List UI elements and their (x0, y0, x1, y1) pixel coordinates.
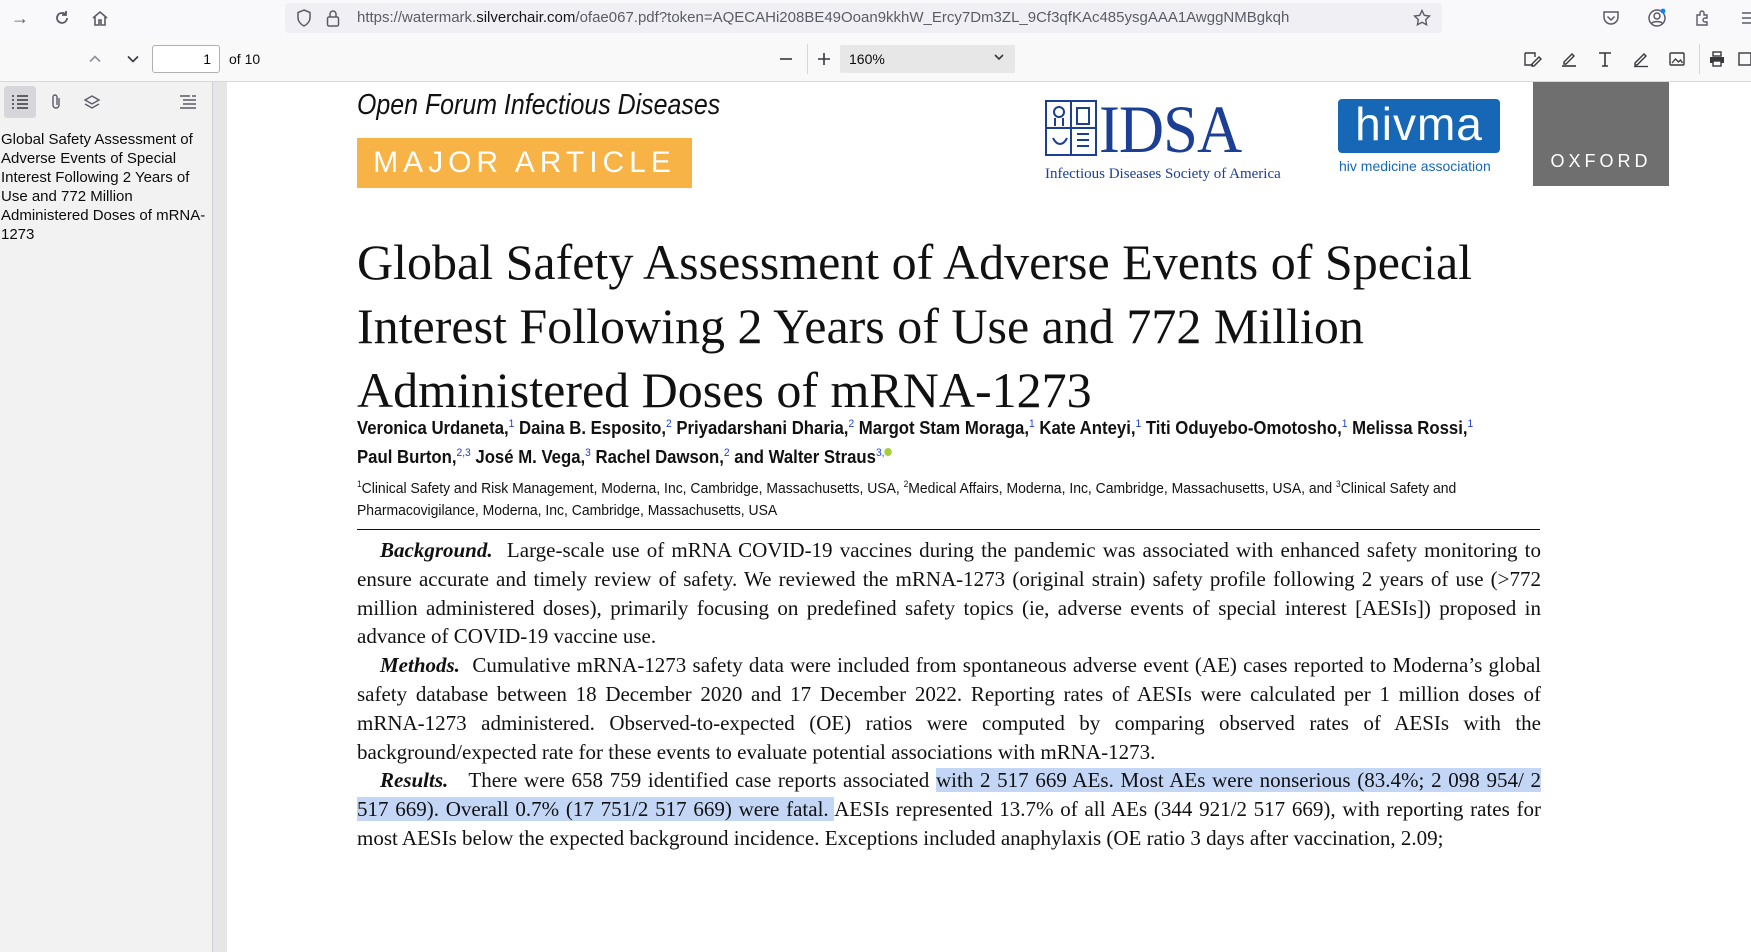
sidebar-resizer[interactable] (213, 82, 227, 952)
pdf-page (227, 82, 1751, 952)
sidebar-toolbar (0, 82, 213, 122)
toolbar-divider (807, 44, 808, 74)
home-icon[interactable] (86, 4, 114, 32)
print-icon[interactable] (1703, 45, 1731, 73)
pocket-icon[interactable] (1597, 4, 1625, 32)
orcid-icon[interactable] (885, 448, 892, 456)
forward-arrow-icon[interactable]: → (11, 7, 29, 28)
abstract-results: Results. There were 658 759 identified case reports associated with 2 517 669 AEs. Most AEs were nonserious (83.4%; 2 098 954/ 2 517 669). Overall 0.7% (17 751/2 517 669) were fatal. AESIs represented 13.7% of all AEs (344 921/2 517 669), with reporting rates for most AESIs below the expected background incidence. Exceptions included anaphylaxis (OE ratio 3 days after vaccination, 2.09; (357, 768, 1542, 850)
previous-page-chevron-up-icon[interactable] (81, 45, 109, 73)
text-tool-icon[interactable] (1591, 45, 1619, 73)
idsa-logo (1045, 91, 1325, 188)
image-icon[interactable] (1663, 45, 1691, 73)
draw-pen-icon[interactable] (1627, 45, 1655, 73)
pdf-toolbar (0, 36, 1751, 82)
signature-icon[interactable] (1519, 45, 1547, 73)
shield-icon[interactable] (294, 8, 314, 28)
bookmark-star-icon[interactable] (1412, 8, 1432, 28)
layers-icon[interactable] (76, 86, 108, 118)
url-text[interactable]: https://watermark.silverchair.com/ofae067.pdf?token=AQECAHi208BE49Ooan9kkhW_Ercy7Dm3ZL_9Cf3qfKAc485ysgAAA1AwggNMBgkqh (357, 9, 1290, 26)
outline-view-icon[interactable] (4, 86, 36, 118)
page-number-input[interactable]: 1 (152, 45, 220, 73)
article-title: Global Safety Assessment of Adverse Events of Special Interest Following 2 Years of Use and 772 Million Administered Doses of mRNA-1273 (357, 234, 1473, 418)
extensions-icon[interactable] (1689, 4, 1717, 32)
pdf-viewport[interactable] (227, 82, 1751, 952)
highlight-icon[interactable] (1555, 45, 1583, 73)
abstract (357, 536, 1541, 853)
hivma-tagline: hiv medicine association (1339, 158, 1491, 174)
account-icon[interactable] (1643, 4, 1671, 32)
journal-name: Open Forum Infectious Diseases (357, 89, 721, 121)
outline-item[interactable]: Global Safety Assessment of Adverse Events of Special Interest Following 2 Years of Use and 772 Million Administered Doses of mRNA-1273 (1, 131, 206, 243)
oxford-logo: OXFORD (1533, 82, 1669, 186)
browser-toolbar (0, 0, 1751, 36)
next-page-chevron-down-icon[interactable] (119, 45, 147, 73)
article-type-banner: MAJOR ARTICLE (357, 138, 692, 188)
overflow-menu-icon[interactable] (1737, 45, 1751, 73)
zoom-in-plus-icon[interactable] (810, 45, 838, 73)
text-selection-highlight[interactable]: with 2 517 669 AEs. Most AEs were nonserious (83.4%; 2 098 954/ 2 517 669). Overall 0.7% (17 751/2 517 669) were fatal. (357, 768, 1542, 822)
current-outline-item-icon[interactable] (172, 86, 204, 118)
hivma-logo: hivma (1338, 99, 1500, 153)
reload-icon[interactable] (48, 4, 76, 32)
lock-icon[interactable] (323, 8, 343, 28)
idsa-wordmark: IDSA (1099, 91, 1242, 167)
attachments-paperclip-icon[interactable] (40, 86, 72, 118)
abstract-background: Background. Large-scale use of mRNA COVID-19 vaccines during the pandemic was associated with enhanced safety monitoring to ensure accurate and timely review of safety. We reviewed the mRNA-1273 (original strain) safety profile following 2 years of use (>772 million administered doses), primarily focusing on predefined safety topics (ie, adverse events of special interest [AESIs]) proposed in advance of COVID-19 vaccine use. (357, 538, 1542, 649)
affiliations: $^1$Clinical Safety and Risk Management, Moderna, Inc, Cambridge, Massachusetts, USA, $^2$Medical Affairs, Moderna, Inc, Cambridge, Massachusetts, USA, and $^3$Clinical Safety and Pharmacovigilance, Moderna, Inc, Cambridge, Massachusetts, USA (357, 479, 1457, 519)
zoom-select[interactable] (840, 45, 1015, 73)
page-count: of 10 (229, 51, 261, 67)
url-field[interactable] (285, 3, 1442, 33)
idsa-tagline: Infectious Diseases Society of America (1045, 166, 1281, 182)
idsa-emblem-icon (1045, 100, 1097, 156)
chevron-down-icon (993, 45, 1005, 73)
author-list: Veronica Urdaneta,$^1$ Daina B. Esposito,$^2$ Priyadarshani Dharia,$^2$ Margot Stam Moraga,$^1$ Kate Anteyi,$^1$ Titi Oduyebo-Omotosho,$^1$ Melissa Rossi,$^1$ Paul Burton,$^{2,3}$ José M. Vega,$^3$ Rachel Dawson,$^2$ and Walter Straus$^{3,}$ (357, 418, 1474, 467)
abstract-methods: Methods. Cumulative mRNA-1273 safety data were included from spontaneous adverse event (AE) cases reported to Moderna’s global safety database between 18 December 2020 and 17 December 2022. Reporting rates of AESIs were calculated per 1 million doses of mRNA-1273 administered. Observed-to-expected (OE) ratios were computed by comparing observed rates of AESIs with the background/expected rate for these events to evaluate potential associations with mRNA-1273. (357, 653, 1542, 764)
section-divider (357, 529, 1540, 530)
toolbar-divider (1699, 44, 1700, 74)
zoom-value: 160% (849, 51, 885, 67)
pdf-sidebar (0, 82, 213, 952)
zoom-out-minus-icon[interactable] (772, 45, 800, 73)
menu-icon[interactable] (1735, 4, 1751, 32)
